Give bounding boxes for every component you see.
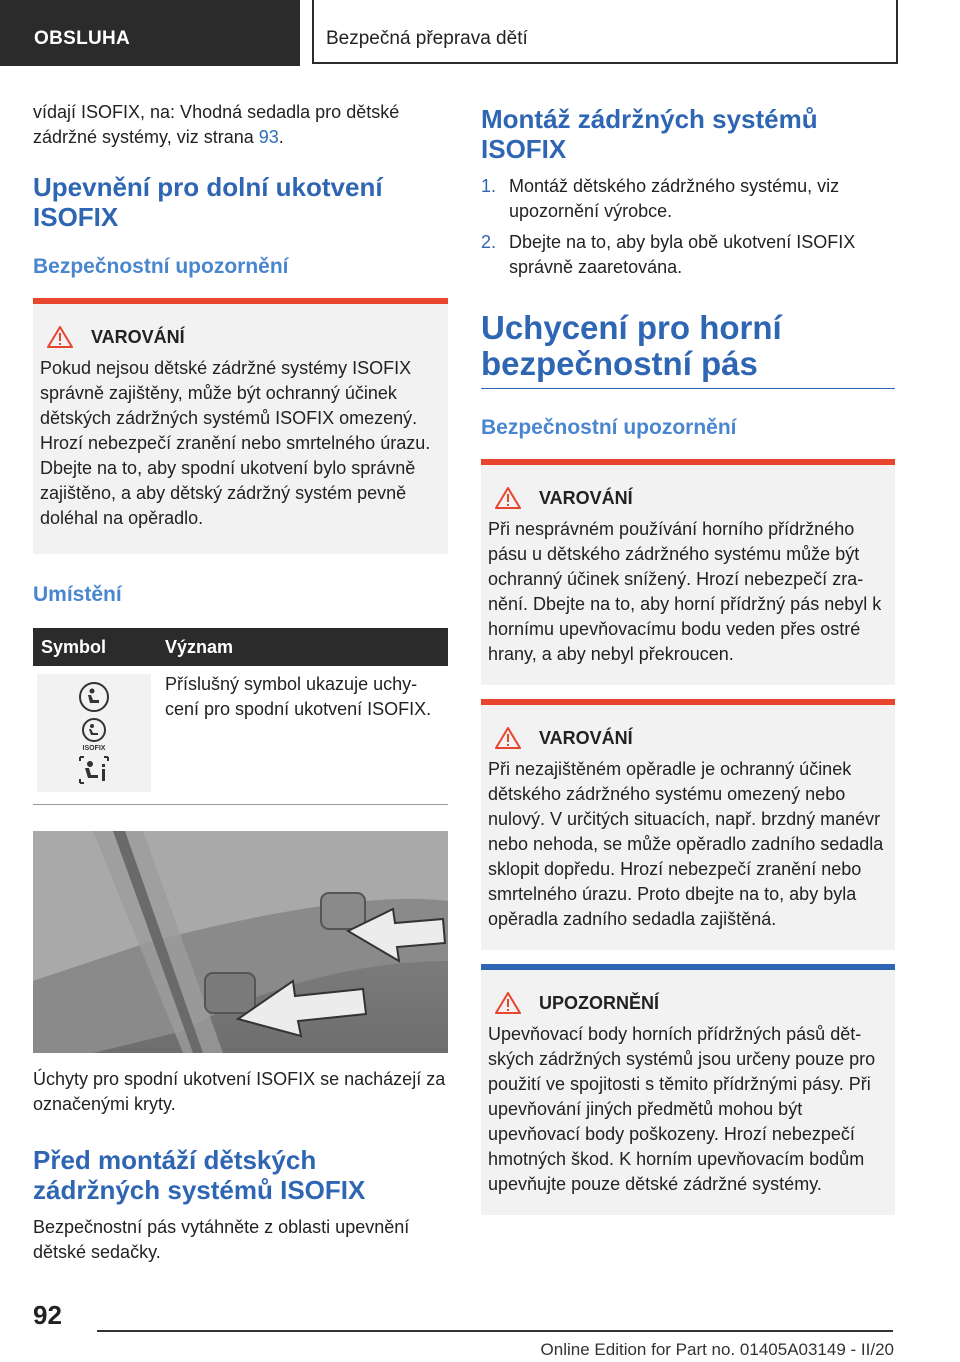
warning-title-text: VAROVÁNÍ	[539, 487, 633, 508]
right-column	[481, 100, 895, 1215]
step-text: Dbejte na to, aby byla obě ukotvení ISOFIX správně zaaretována.	[509, 232, 856, 277]
table-header-symbol: Symbol	[33, 628, 157, 666]
heading-safety-notes: Bezpečnostní upozornění	[33, 255, 289, 278]
warning-triangle-icon	[495, 487, 521, 509]
symbol-table	[33, 628, 448, 805]
left-column	[33, 100, 448, 1275]
heading-mounting-isofix: Montáž zádržných systémů ISOFIX	[481, 104, 818, 164]
page-footer	[0, 1300, 960, 1362]
step-number: 1.	[481, 176, 497, 196]
intro-end: .	[278, 127, 284, 147]
chapter-tab	[312, 0, 898, 64]
table-header-row	[33, 628, 448, 666]
list-item	[481, 174, 895, 224]
warning-box	[481, 699, 895, 950]
page-header	[0, 0, 960, 66]
isofix-circle-icon	[78, 717, 110, 751]
heading-top-tether: Uchycení pro horní bezpečnostní pás	[481, 309, 782, 382]
edition-text: Online Edition for Part no. 01405A03149 - II/20	[540, 1340, 894, 1359]
notice-title	[488, 992, 885, 1014]
list-item	[481, 230, 895, 280]
section-label: OBSLUHA	[34, 28, 131, 49]
intro-text: vídají ISOFIX, na: Vhodná sedadla pro dětské zádržné systémy, viz strana	[33, 102, 400, 147]
warning-title-text: VAROVÁNÍ	[91, 326, 185, 347]
before-mounting-text: Bezpečnostní pás vytáhněte z oblasti upevnění dětské sedačky.	[33, 1217, 410, 1262]
warning-title	[488, 727, 885, 749]
heading-before-mounting: Před montáží dětských zádržných systémů ISOFIX	[33, 1145, 366, 1205]
notice-text: Upevňovací body horních přídržných pásů dětských zádržných systémů jsou určeny pouze pro použití ve spojitosti s těmito přídržnými pásy. Při upevňování jiných předmětů mohou být upevňovací body poškozeny. Hrozí nebezpečí hmotných škod. K horním upevňovacím bodům upevňujte pouze dětské zádržné systémy.	[488, 1024, 876, 1194]
warning-text: Při nesprávném používání horního přídržného pásu u dětského zádržného systému může být ochranný účinek snížený. Hrozí nebezpečí zranění. Dbejte na to, aby horní přídržný pás nebyl k hornímu upevňovacímu bodu veden přes ostré hrany, a aby nebyl překroucen.	[488, 519, 882, 664]
chapter-label: Bezpečná přeprava dětí	[326, 28, 528, 49]
notice-title-text: UPOZORNĚNÍ	[539, 992, 660, 1013]
step-number: 2.	[481, 232, 497, 252]
intro-paragraph	[33, 100, 448, 150]
heading-rule	[481, 388, 895, 389]
isofix-symbols	[37, 674, 151, 792]
table-cell-meaning: Příslušný symbol ukazuje uchycení pro spodní ukotvení ISOFIX.	[157, 666, 448, 805]
notice-triangle-icon	[495, 992, 521, 1014]
child-seat-circle-icon	[78, 681, 110, 713]
section-tab	[0, 0, 300, 66]
heading-lower-anchorage: Upevnění pro dolní ukotvení ISOFIX	[33, 172, 383, 232]
warning-triangle-icon	[495, 727, 521, 749]
warning-text: Při nezajištěném opěradle je ochranný účinek dětského zádržného systému omezený nebo nulový. V určitých situacích, např. brzdný manévr nebo nehoda, se může opěradlo zadního sedadla sklopit dopředu. Hrozí nebezpečí zranění nebo smrtelného úrazu. Proto dbejte na to, aby byla opěradla zadního sedadla zajištěná.	[488, 759, 884, 929]
child-seat-info-icon	[78, 755, 110, 785]
mounting-steps	[481, 174, 895, 280]
warning-title-text: VAROVÁNÍ	[539, 727, 633, 748]
isofix-symbol-label: ISOFIX	[82, 745, 106, 751]
warning-title	[488, 487, 885, 509]
rear-seat-isofix-photo	[33, 831, 448, 1053]
notice-box	[481, 964, 895, 1215]
heading-location: Umístění	[33, 583, 122, 606]
warning-text: Pokud nejsou dětské zádržné systémy ISOFIX správně zajištěny, může být ochranný účinek dětských zádržných systémů ISOFIX omezený. Hrozí nebezpečí zranění nebo smrtelného úrazu. Dbejte na to, aby spodní ukotvení bylo správně zajištěno, a aby dětský zádržný systém pevně doléhal na opěradlo.	[40, 358, 431, 528]
warning-triangle-icon	[47, 326, 73, 348]
table-cell-symbol	[33, 666, 157, 805]
footer-rule	[97, 1330, 893, 1332]
photo-caption: Úchyty pro spodní ukotvení ISOFIX se nacházejí za označenými kryty.	[33, 1069, 446, 1114]
page-number: 92	[33, 1300, 62, 1330]
table-row	[33, 666, 448, 805]
heading-safety-notes-right: Bezpečnostní upozornění	[481, 416, 737, 439]
warning-box	[33, 298, 448, 554]
step-text: Montáž dětského zádržného systému, viz upozornění výrobce.	[509, 176, 840, 221]
page-link[interactable]: 93	[258, 127, 279, 147]
warning-title	[40, 326, 438, 348]
table-header-meaning: Význam	[157, 628, 448, 666]
warning-box	[481, 459, 895, 685]
